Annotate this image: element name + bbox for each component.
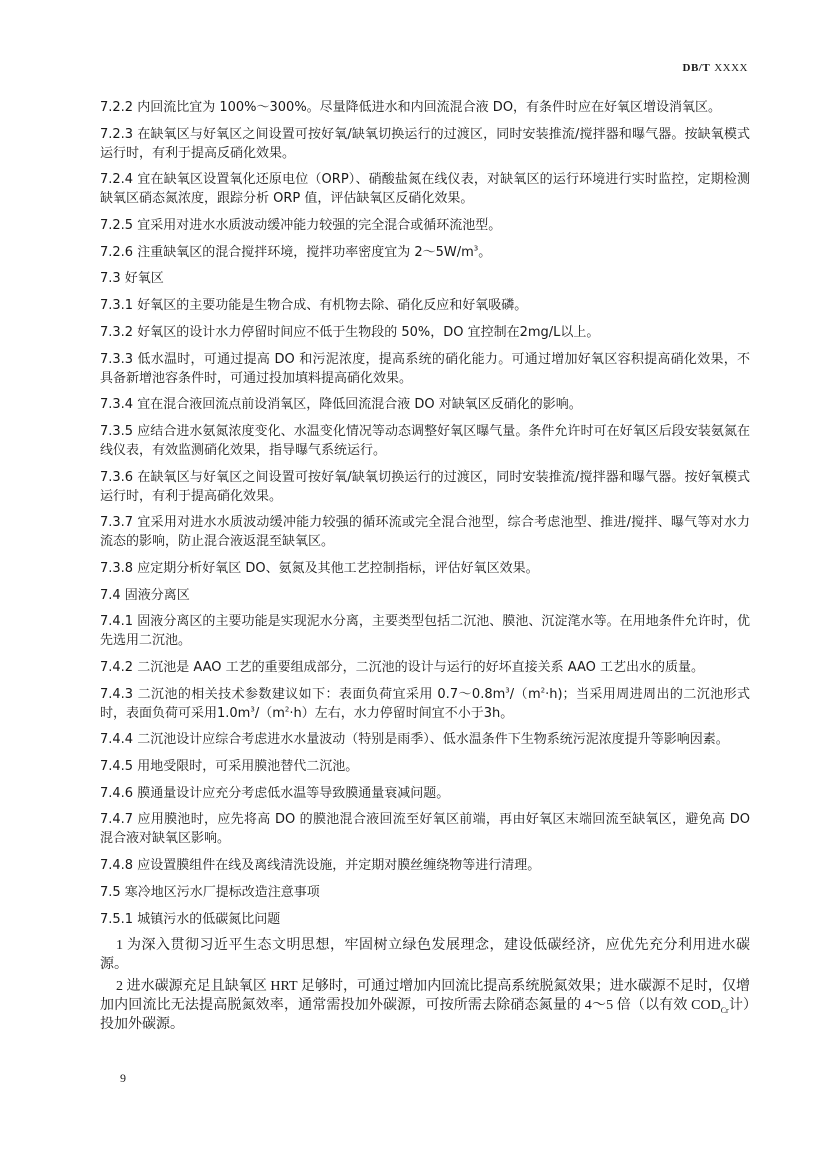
clause-7-3-3: 7.3.3 低水温时，可通过提高 DO 和污泥浓度，提高系统的硝化能力。可通过增加好氧区容积提高硝化效果，不具备新增池容条件时，可通过投加填料提高硝化效果。 [100, 351, 750, 386]
clause-7-2-3: 7.2.3 在缺氧区与好氧区之间设置可按好氧/缺氧切换运行的过渡区，同时安装推流/搅拌器和曝气器。按缺氧模式运行时，有利于提高反硝化效果。 [100, 126, 750, 161]
clause-7-4-6: 7.4.6 膜通量设计应充分考虑低水温等导致膜通量衰减问题。 [100, 785, 450, 801]
clause-7-3-8: 7.3.8 应定期分析好氧区 DO、氨氮及其他工艺控制指标，评估好氧区效果。 [100, 560, 539, 576]
clause-7-3-6: 7.3.6 在缺氧区与好氧区之间设置可按好氧/缺氧切换运行的过渡区，同时安装推流/搅拌器和曝气器。按好氧模式运行时，有利于提高硝化效果。 [100, 469, 750, 504]
clause-7-5-1-heading: 7.5.1 城镇污水的低碳氮比问题 [100, 911, 281, 927]
clause-7-2-4: 7.2.4 宜在缺氧区设置氧化还原电位（ORP）、硝酸盐氮在线仪表，对缺氧区的运行环境进行实时监控，定期检测缺氧区硝态氮浓度，跟踪分析 ORP 值，评估缺氧区反硝化效果。 [100, 172, 750, 207]
document-body [100, 98, 750, 1037]
standard-prefix: DB/T [682, 62, 711, 74]
section-7-3-heading: 7.3 好氧区 [100, 271, 164, 287]
clause-7-3-4: 7.3.4 宜在混合液回流点前设消氧区，降低回流混合液 DO 对缺氧区反硝化的影响。 [100, 397, 582, 413]
clause-7-2-5: 7.2.5 宜采用对进水水质波动缓冲能力较强的完全混合或循环流池型。 [100, 218, 502, 234]
clause-7-4-7: 7.4.7 应用膜池时，应先将高 DO 的膜池混合液回流至好氧区前端，再由好氧区末端回流至缺氧区，避免高 DO 混合液对缺氧区影响。 [100, 812, 750, 847]
clause-7-4-1: 7.4.1 固液分离区的主要功能是实现泥水分离，主要类型包括二沉池、膜池、沉淀滗水等。在用地条件允许时，优先选用二沉池。 [100, 614, 750, 649]
clause-7-2-6: 7.2.6 注重缺氧区的混合搅拌环境，搅拌功率密度宜为 $2\sim 5W/m^3$。 [100, 244, 492, 260]
section-7-5-heading: 7.5 寒冷地区污水厂提标改造注意事项 [100, 884, 320, 900]
document-header [683, 62, 748, 74]
item-1-paragraph: 1 为深入贯彻习近平生态文明思想，牢固树立绿色发展理念，建设低碳经济，应优先充分利用进水碳源。 [100, 938, 750, 973]
section-7-4-heading: 7.4 固液分离区 [100, 587, 190, 603]
clause-7-2-2: 7.2.2 内回流比宜为 100%～300%。尽量降低进水和内回流混合液 DO，有条件时应在好氧区增设消氧区。 [100, 100, 722, 115]
item-2-paragraph: 2 进水碳源充足且缺氧区 HRT 足够时，可通过增加内回流比提高系统脱氮效果；进水碳源不足时，仅增加内回流比无法提高脱氮效率，通常需投加外碳源，可按所需去除硝态氮量的 4～5 倍（以有效 $COD_{Cr}$计）投加外碳源。 [100, 979, 751, 1033]
clause-7-3-2: 7.3.2 好氧区的设计水力停留时间应不低于生物段的 50%，DO 宜控制在2mg/L以上。 [100, 324, 600, 340]
clause-7-4-2: 7.4.2 二沉池是 AAO 工艺的重要组成部分，二沉池的设计与运行的好坏直接关系 AAO 工艺出水的质量。 [100, 660, 705, 675]
clause-7-4-8: 7.4.8 应设置膜组件在线及离线清洗设施，并定期对膜丝缠绕物等进行清理。 [100, 858, 541, 874]
clause-7-3-1: 7.3.1 好氧区的主要功能是生物合成、有机物去除、硝化反应和好氧吸磷。 [100, 298, 528, 314]
clause-7-3-5: 7.3.5 应结合进水氨氮浓度变化、水温变化情况等动态调整好氧区曝气量。条件允许时可在好氧区后段安装氨氮在线仪表，有效监测硝化效果，指导曝气系统运行。 [100, 423, 750, 458]
standard-code: XXXX [714, 62, 748, 74]
clause-7-4-5: 7.4.5 用地受限时，可采用膜池替代二沉池。 [100, 759, 359, 775]
clause-7-3-7: 7.3.7 宜采用对进水水质波动缓冲能力较强的循环流或完全混合池型，综合考虑池型、推进/搅拌、曝气等对水力流态的影响，防止混合液返混至缺氧区。 [100, 515, 750, 550]
page-number: 9 [120, 1071, 126, 1085]
clause-7-4-3: 7.4.3 二沉池的相关技术参数建议如下：表面负荷宜采用 $0.7\sim 0.8m^3/(m^2\cdot h)$；当采用周进周出的二沉池形式时，表面负荷可采用$1.0m^3/(m^2\cdot h)$左右，水力停留时间宜不小于3h。 [100, 686, 750, 721]
clause-7-4-4: 7.4.4 二沉池设计应综合考虑进水水量波动（特别是雨季）、低水温条件下生物系统污泥浓度提升等影响因素。 [100, 732, 729, 748]
